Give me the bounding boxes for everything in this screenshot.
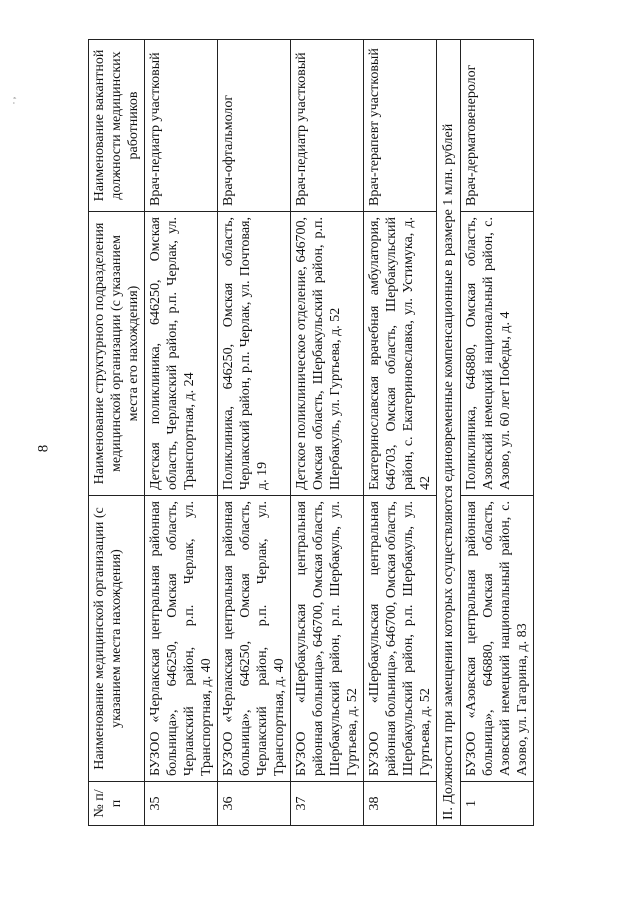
row-org: БУЗОО «Азовская центральная районная больница», 646880, Омская область, Азовский немецкий национальный район, с. Азово, ул. Гагарина, д. 83 xyxy=(461,496,534,782)
row-org: БУЗОО «Шербакульская центральная районная больница», 646700, Омская область, Шербакульский район, р.п. Шербакуль, ул. Гуртьева, д. 52 xyxy=(364,496,437,782)
header-position: Наименование вакантной должности медицинских работников xyxy=(89,40,145,212)
row-position: Врач-дерматовенеролог xyxy=(461,40,534,212)
row-unit: Поликлиника, 646250, Омская область, Черлакский район, р.п. Черлак, ул. Почтовая, д. 19 xyxy=(218,212,291,496)
table-row xyxy=(461,40,534,826)
table-row xyxy=(218,40,291,826)
section-title: II. Должности при замещении которых осуществляются единовременные компенсационные в размере 1 млн. рублей xyxy=(437,40,461,826)
row-org: БУЗОО «Черлакская центральная районная больница», 646250, Омская область, Черлакский район, р.п. Черлак, ул. Транспортная, д. 40 xyxy=(145,496,218,782)
row-org: БУЗОО «Черлакская центральная районная больница», 646250, Омская область, Черлакский район, р.п. Черлак, ул. Транспортная, д. 40 xyxy=(218,496,291,782)
row-unit: Детская поликлиника, 646250, Омская область, Черлакский район, р.п. Черлак, ул. Транспортная, д. 24 xyxy=(145,212,218,496)
page-number: 8 xyxy=(35,444,52,453)
table-row xyxy=(291,40,364,826)
row-unit: Поликлиника, 646880, Омская область, Азовский немецкий национальный район, с. Азово, ул. 60 лет Победы, д. 4 xyxy=(461,212,534,496)
table-row xyxy=(145,40,218,826)
header-unit: Наименование структурного подразделения медицинской организации (с указанием места его нахождения) xyxy=(89,212,145,496)
row-unit: Детское поликлиническое отделение, 646700, Омская область, Шербакульский район, р.п. Шербакуль, ул. Гуртьева, д. 52 xyxy=(291,212,364,496)
table-row xyxy=(364,40,437,826)
section-row xyxy=(437,40,461,826)
row-num: 1 xyxy=(461,782,534,826)
header-num: № п/п xyxy=(89,782,145,826)
row-position: Врач-педиатр участковый xyxy=(291,40,364,212)
row-num: 35 xyxy=(145,782,218,826)
row-num: 37 xyxy=(291,782,364,826)
margin-specks: . , xyxy=(6,96,18,105)
table-header-row xyxy=(89,40,145,826)
row-org: БУЗОО «Шербакульская центральная районная больница», 646700, Омская область, Шербакульский район, р.п. Шербакуль, ул. Гуртьева, д. 52 xyxy=(291,496,364,782)
row-num: 36 xyxy=(218,782,291,826)
header-org: Наименование медицинской организации (с указанием места нахождения) xyxy=(89,496,145,782)
row-position: Врач-терапевт участковый xyxy=(364,40,437,212)
row-num: 38 xyxy=(364,782,437,826)
row-position: Врач-офтальмолог xyxy=(218,40,291,212)
rotated-table-page xyxy=(88,40,610,826)
row-unit: Екатеринославская врачебная амбулатория, 646703, Омская область, Шербакульский район, с. Екатериновславка, ул. Устимука, д. 42 xyxy=(364,212,437,496)
row-position: Врач-педиатр участковый xyxy=(145,40,218,212)
vacancy-table xyxy=(88,39,534,826)
